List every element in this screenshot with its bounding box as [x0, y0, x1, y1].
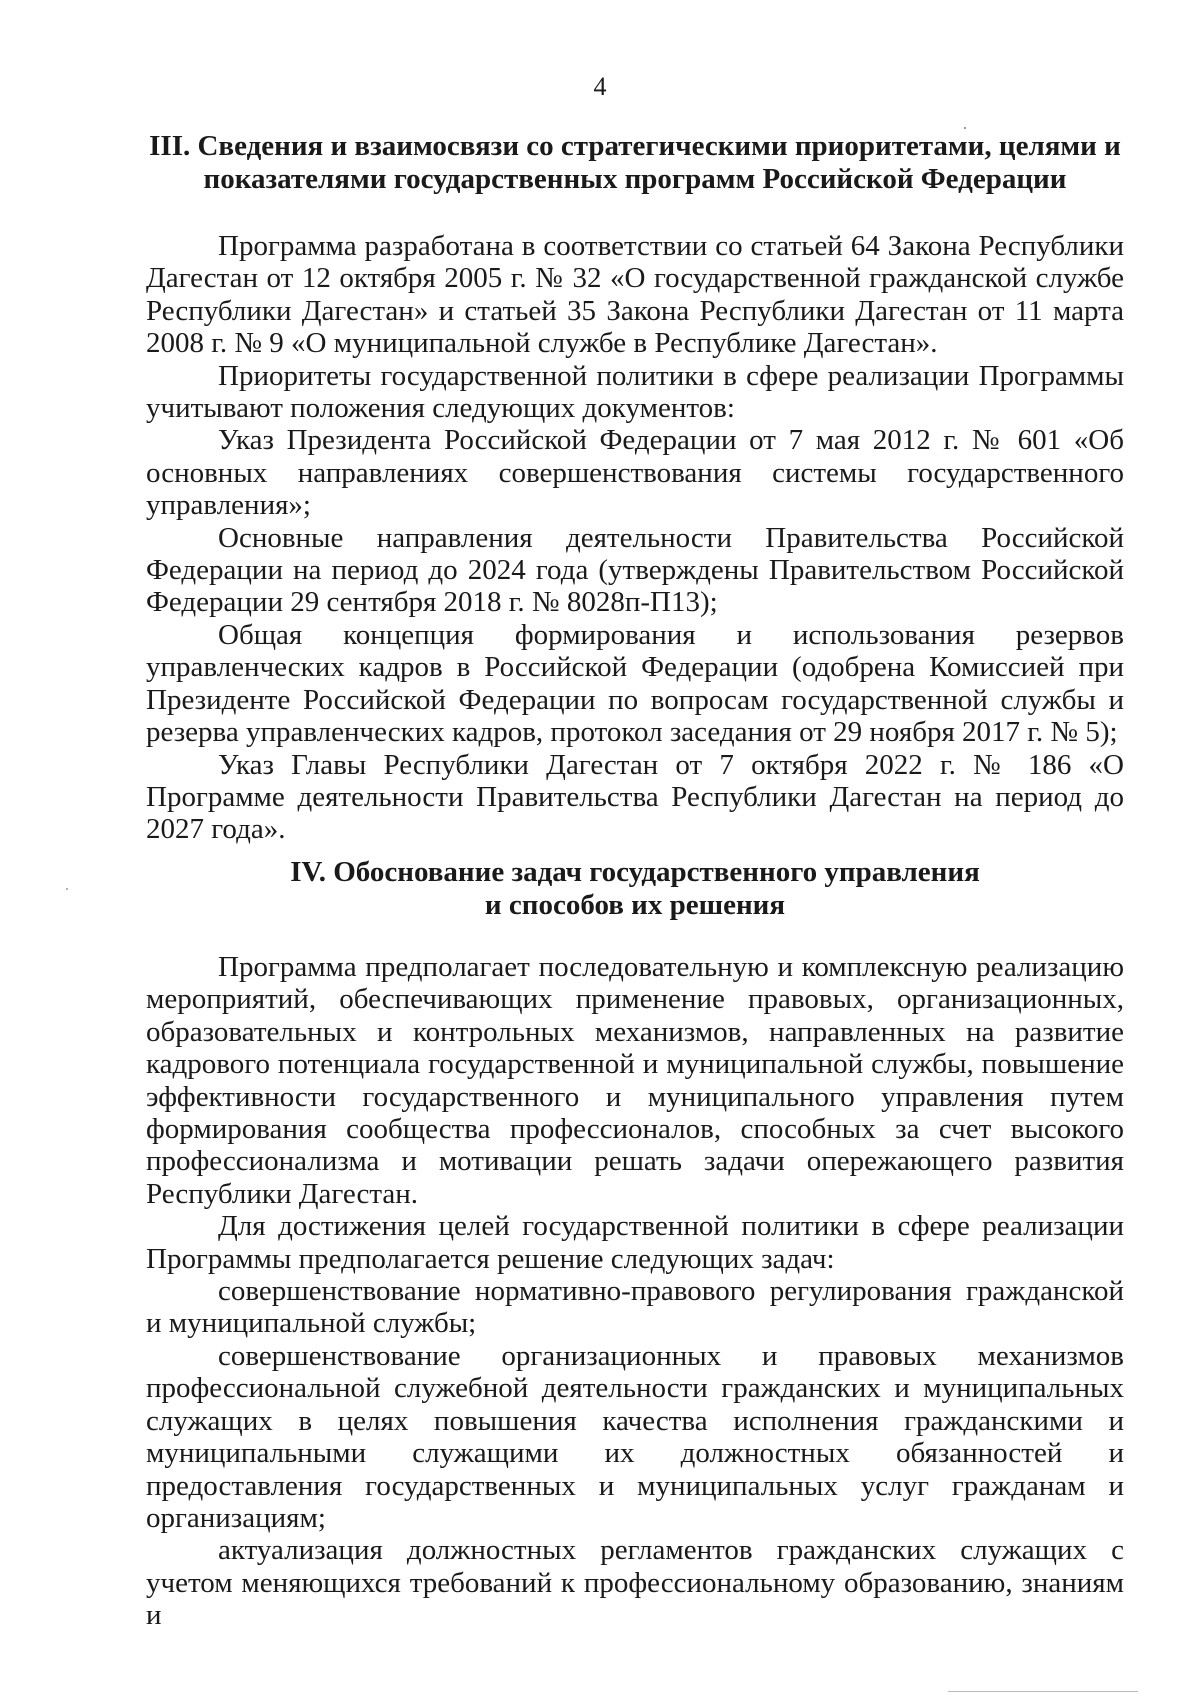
section-3-body [146, 230, 1124, 846]
paragraph: Для достижения целей государственной политики в сфере реализации Программы предполагается решение следующих задач: [146, 1210, 1124, 1275]
paragraph: совершенствование нормативно-правового регулирования гражданской и муниципальной службы; [146, 1275, 1124, 1340]
paragraph: Указ Главы Республики Дагестан от 7 октября 2022 г. № 186 «О Программе деятельности Правительства Республики Дагестан на период до 2027 года». [146, 748, 1124, 846]
scan-edge-line [948, 1691, 1138, 1692]
paragraph: совершенствование организационных и правовых механизмов профессиональной служебной деятельности гражданских и муниципальных служащих в целях повышения качества исполнения гражданскими и муниципальными служащими их должностных обязанностей и предоставления государственных и муниципальных услуг гражданам и организациям; [146, 1339, 1124, 1534]
paragraph: Основные направления деятельности Правительства Российской Федерации на период до 2024 года (утверждены Правительством Российской Федерации 29 сентября 2018 г. № 8028п-П13); [146, 521, 1124, 619]
page-number: 4 [593, 72, 607, 101]
scan-speck [964, 127, 966, 129]
section-3-heading: III. Сведения и взаимосвязи со стратегическими приоритетами, целями и показателями государственных программ Российской Федерации [149, 130, 1121, 195]
section-4-heading-line-1: IV. Обоснование задач государственного управления [290, 856, 980, 888]
section-3-heading-block [146, 130, 1124, 195]
paragraph: Общая концепция формирования и использования резервов управленческих кадров в Российской Федерации (одобрена Комиссией при Президенте Российской Федерации по вопросам государственной службы и резерва управленческих кадров, протокол заседания от 29 ноября 2017 г. № 5); [146, 618, 1124, 749]
paragraph: Программа предполагает последовательную и комплексную реализацию мероприятий, обеспечивающих применение правовых, организационных, образовательных и контрольных механизмов, направленных на развитие кадрового потенциала государственной и муниципальной службы, повышение эффективности государственного и муниципального управления путем формирования сообщества профессионалов, способных за счет высокого профессионализма и мотивации решать задачи опережающего развития Республики Дагестан. [146, 951, 1124, 1210]
paragraph: актуализация должностных регламентов гражданских служащих с учетом меняющихся требований к профессиональному образованию, знаниям и [146, 1534, 1124, 1632]
section-4-heading-line-2: и способов их решения [484, 888, 786, 921]
section-4-heading-block [146, 856, 1124, 921]
scan-speck [66, 888, 68, 890]
paragraph: Приоритеты государственной политики в сфере реализации Программы учитывают положения следующих документов: [146, 359, 1124, 425]
paragraph: Программа разработана в соответствии со статьей 64 Закона Республики Дагестан от 12 октября 2005 г. № 32 «О государственной гражданской службе Республики Дагестан» и статьей 35 Закона Республики Дагестан от 11 марта 2008 г. № 9 «О муниципальной службе в Республике Дагестан». [146, 230, 1124, 360]
paragraph: Указ Президента Российской Федерации от 7 мая 2012 г. № 601 «Об основных направлениях совершенствования системы государственного управления»; [146, 424, 1124, 522]
section-4-body [146, 951, 1124, 1632]
